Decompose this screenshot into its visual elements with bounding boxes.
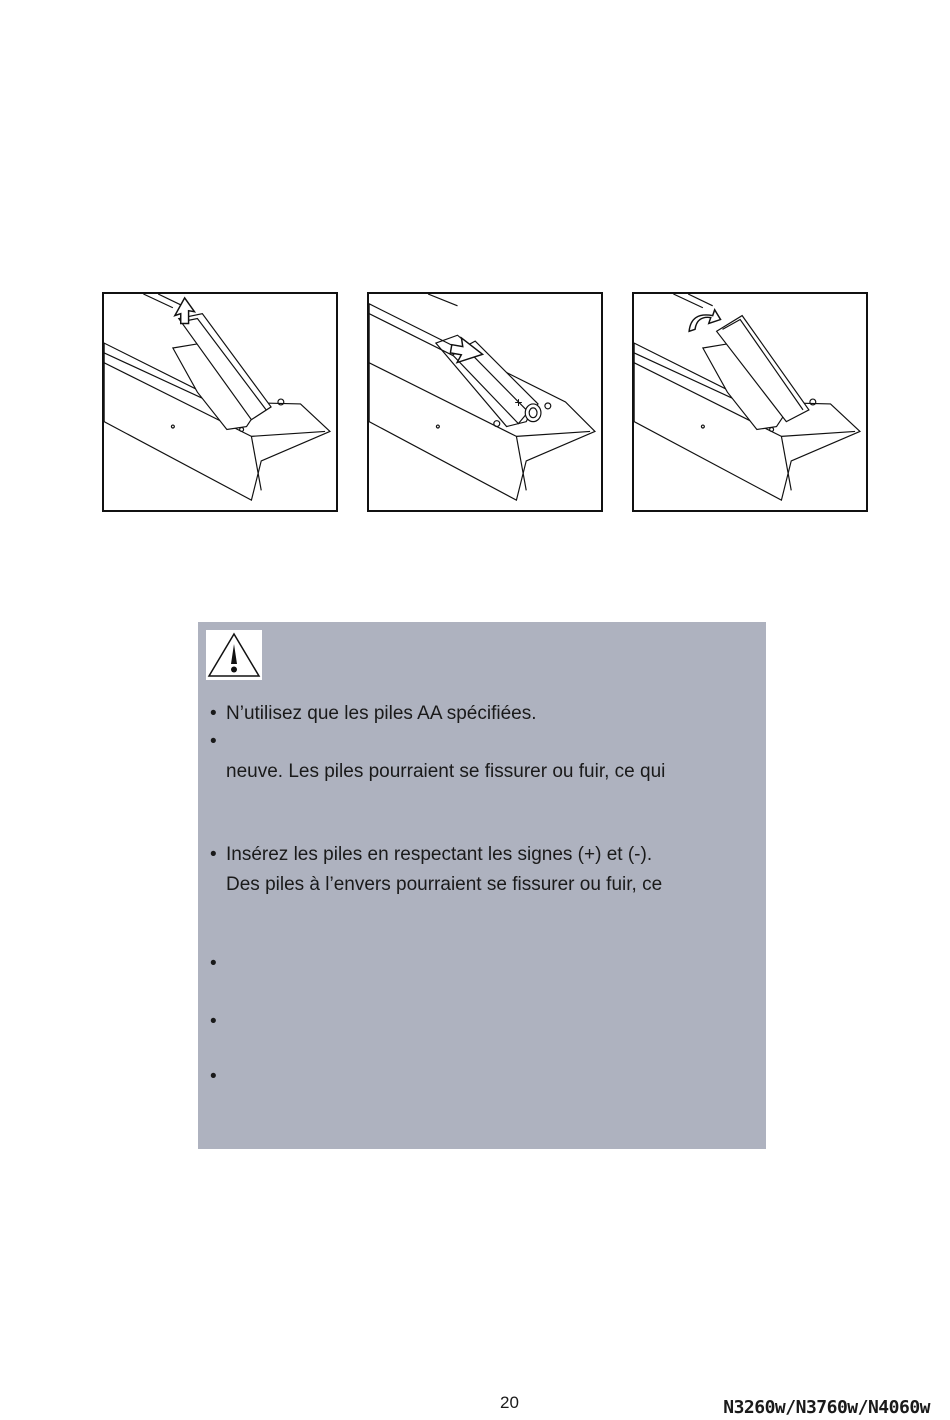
remote-close-cover-drawing bbox=[634, 294, 866, 510]
curved-down-arrow-icon bbox=[689, 310, 720, 332]
warning-triangle-icon bbox=[206, 630, 262, 680]
illustration-remove-cover bbox=[102, 292, 338, 512]
remote-battery-drawing bbox=[369, 294, 601, 510]
remote-open-cover-drawing bbox=[104, 294, 336, 510]
battery-plus-mark: + bbox=[514, 394, 523, 410]
caution-box: • N’utilisez que les piles AA spécifiées. • neuve. Les piles pourraient se fissurer ou fuir, ce qui • Insérez les piles en respectant les signes (+) et (-). Des piles à l’envers pourraient se fissurer ou fuir, ce • • • bbox=[198, 622, 766, 1149]
page-number: 20 bbox=[500, 1393, 519, 1412]
illustration-insert-batteries bbox=[367, 292, 603, 512]
model-number: N3260w/N3760w/N4060w bbox=[723, 1397, 930, 1418]
illustration-replace-cover bbox=[632, 292, 868, 512]
